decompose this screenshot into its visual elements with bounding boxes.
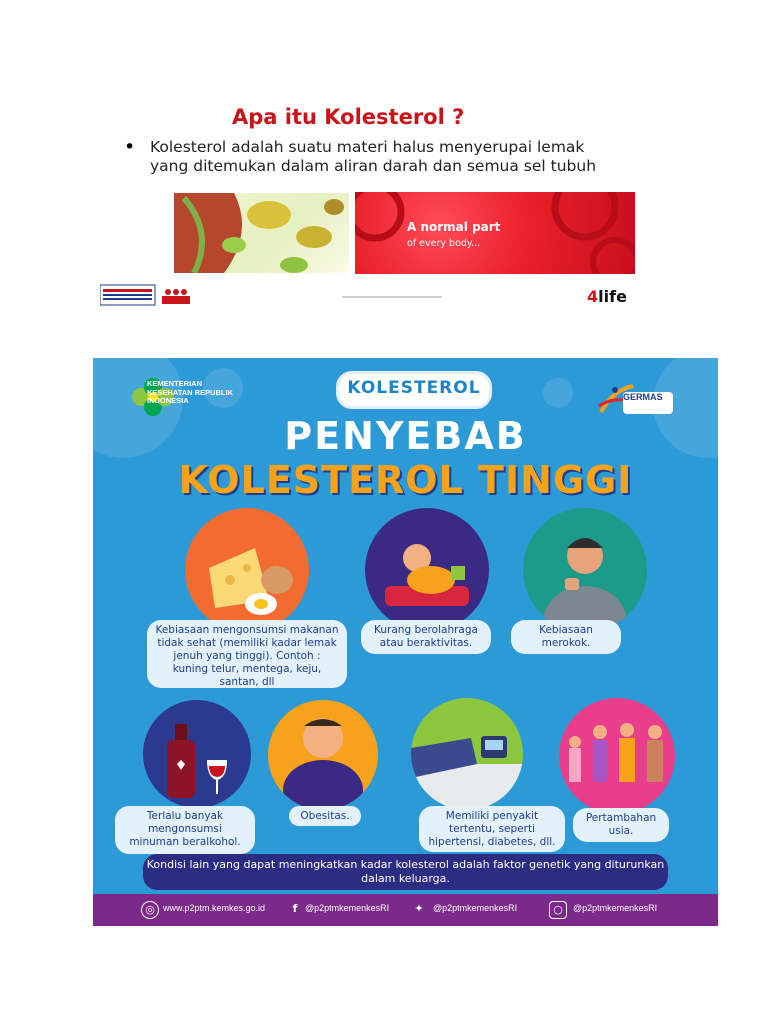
cholesterol-causes-poster bbox=[93, 358, 718, 926]
artery-fat-icon bbox=[174, 193, 349, 273]
cause-smoking-circle bbox=[523, 508, 647, 632]
4life-logo bbox=[587, 287, 627, 306]
cause-label-obesity: Obesitas. bbox=[289, 806, 361, 826]
obese-person-icon bbox=[268, 700, 378, 810]
partner-logos-icon bbox=[100, 283, 225, 307]
blood-pressure-icon bbox=[411, 698, 523, 810]
tagline-small: of every body... bbox=[407, 238, 481, 249]
instagram-icon: ○ bbox=[549, 901, 567, 919]
family-generations-icon bbox=[559, 698, 675, 814]
genetic-factor-note: Kondisi lain yang dapat meningkatkan kadar kolesterol adalah faktor genetik yang diturunkan dalam keluarga. bbox=[143, 854, 668, 890]
poster-title-line1: PENYEBAB bbox=[284, 414, 527, 458]
cause-label-alcohol: Terlalu banyak mengonsumsi minuman beralkohol. bbox=[115, 806, 255, 854]
poster-title-line2: KOLESTEROL TINGGI bbox=[178, 458, 633, 502]
cause-obesity-circle bbox=[268, 700, 378, 810]
cause-label-disease: Memiliki penyakit tertentu, seperti hipertensi, diabetes, dll. bbox=[419, 806, 565, 852]
twitter-icon: ✦ bbox=[414, 902, 424, 915]
cause-alcohol-circle bbox=[143, 700, 251, 808]
cause-food-circle bbox=[185, 508, 309, 632]
social-footer bbox=[93, 894, 718, 926]
facebook-icon: f bbox=[292, 902, 298, 915]
smoking-man-icon bbox=[523, 508, 647, 632]
ministry-name: KEMENTERIAN KESEHATAN REPUBLIK INDONESIA bbox=[147, 379, 233, 405]
footer-facebook[interactable]: @p2ptmkemenkesRI bbox=[305, 903, 390, 913]
cause-label-smoking: Kebiasaan merokok. bbox=[511, 620, 621, 654]
topic-badge-text: KOLESTEROL bbox=[347, 378, 481, 398]
slide-tagline bbox=[407, 220, 500, 251]
lazy-person-icon bbox=[365, 508, 489, 632]
slide-definition-text: Kolesterol adalah suatu materi halus menyerupai lemak yang ditemukan dalam aliran darah dan semua sel tubuh bbox=[150, 138, 597, 175]
4life-four: 4 bbox=[587, 287, 599, 306]
footer-twitter[interactable]: @p2ptmkemenkesRI bbox=[433, 903, 518, 913]
bullet-marker: • bbox=[124, 136, 136, 158]
globe-icon: ◎ bbox=[141, 901, 159, 919]
cause-age-circle bbox=[559, 698, 675, 814]
cheese-egg-icon bbox=[185, 508, 309, 632]
decor-bubble bbox=[543, 378, 573, 408]
tagline-main: A normal part bbox=[407, 220, 501, 234]
slide-title: Apa itu Kolesterol ? bbox=[232, 105, 465, 129]
cholesterol-slide bbox=[92, 85, 692, 330]
cholesterol-illustration bbox=[174, 193, 349, 273]
cause-exercise-circle bbox=[365, 508, 489, 632]
cause-label-exercise: Kurang berolahraga atau beraktivitas. bbox=[361, 620, 491, 654]
cause-disease-circle bbox=[411, 698, 523, 810]
wine-bottle-icon bbox=[143, 700, 251, 808]
footer-instagram[interactable]: @p2ptmkemenkesRI bbox=[573, 903, 658, 913]
slide-footer-url-graphic bbox=[342, 293, 442, 301]
footer-website[interactable]: www.p2ptm.kemkes.go.id bbox=[163, 903, 266, 913]
cause-label-age: Pertambahan usia. bbox=[573, 808, 669, 842]
4life-rest: life bbox=[598, 287, 627, 306]
cause-label-food: Kebiasaan mengonsumsi makanan tidak sehat (memiliki kadar lemak jenuh yang tinggi). Contoh : kuning telur, mentega, keju, santan, dll bbox=[147, 620, 347, 688]
red-blood-cells-banner bbox=[355, 192, 635, 274]
germas-label: GERMAS bbox=[623, 392, 663, 402]
